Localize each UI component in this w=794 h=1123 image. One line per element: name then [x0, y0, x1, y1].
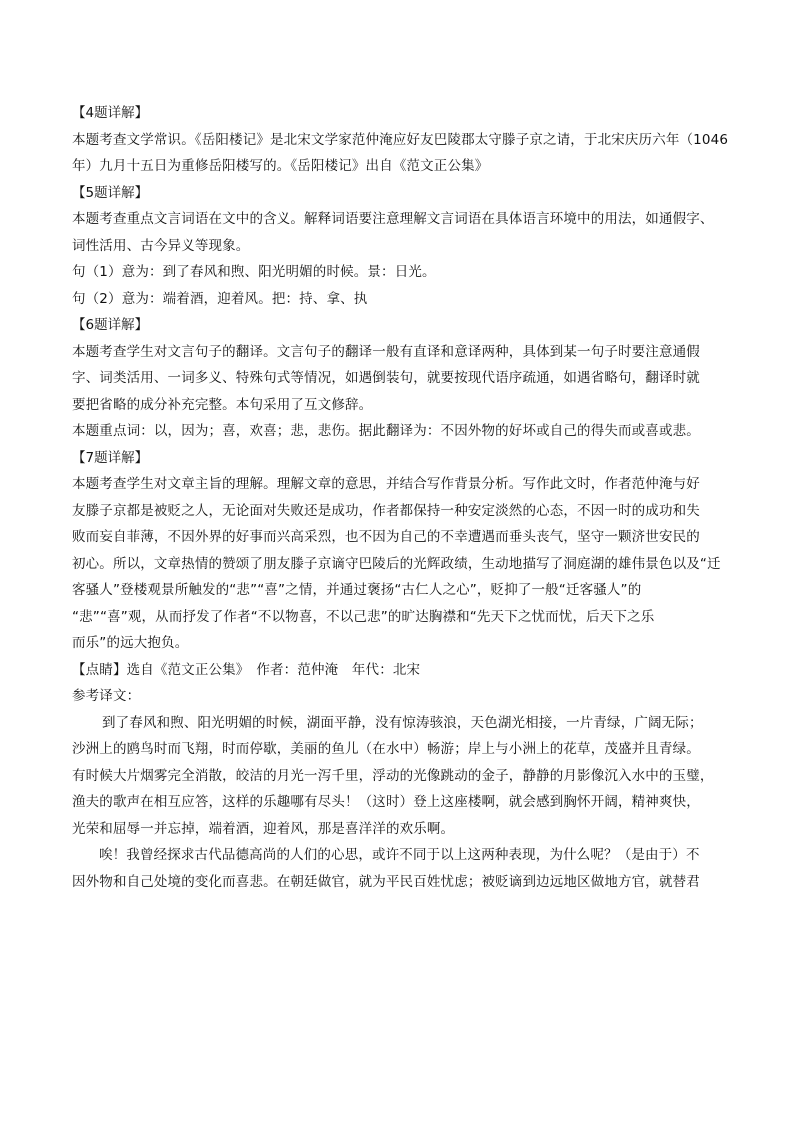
text-line: 败而妄自菲薄，不因外界的好事而兴高采烈，也不因为自己的不幸遭遇而垂头丧气，坚守一颗济世安民的	[72, 529, 700, 545]
text-line: 本题重点词：以，因为；喜，欢喜；悲，悲伤。据此翻译为：不因外物的好坏或自己的得失而或喜或悲。	[72, 423, 700, 439]
text-line: 年）九月十五日为重修岳阳楼写的。《岳阳楼记》出自《范文正公集》	[72, 158, 489, 174]
text-line: 友滕子京都是被贬之人，无论面对失败还是成功，作者都保持一种安定淡然的心态，不因一时的成功和失	[72, 502, 700, 519]
translation-line: 唉！我曾经探求古代品德高尚的人们的心思，或许不同于以上这两种表现，为什么呢？（是由于）不	[99, 847, 700, 863]
text-line: 本题考查学生对文言句子的翻译。文言句子的翻译一般有直译和意译两种，具体到某一句子时要注意通假	[72, 343, 700, 360]
text-line: 客骚人”登楼观景所触发的“悲”“喜”之情，并通过褒扬“古仁人之心”，贬抑了一般“迁客骚人”的	[72, 582, 642, 598]
text-line: 字、词类活用、一词多义、特殊句式等情况，如遇倒装句，就要按现代语序疏通，如遇省略句，翻译时就	[72, 370, 700, 386]
section-heading-q4: 【4题详解】	[72, 105, 149, 121]
text-line: 句（2）意为：端着酒，迎着风。把：持、拿、执	[72, 290, 368, 307]
text-line: 本题考查文学常识。《岳阳楼记》是北宋文学家范仲淹应好友巴陵郡太守滕子京之请，于北宋庆历六年（1046	[72, 131, 729, 148]
section-heading-q7: 【7题详解】	[72, 449, 149, 466]
section-heading-q6: 【6题详解】	[72, 317, 149, 333]
text-line: 而乐”的远大抱负。	[72, 635, 189, 651]
comment-label: 【点睛】	[72, 661, 127, 678]
comment-text: 选自《范文正公集》 作者：范仲淹 年代：北宋	[126, 661, 421, 678]
translation-line: 渔夫的歌声在相互应答，这样的乐趣哪有尽头！（这时）登上这座楼啊，就会感到胸怀开阔，精神爽快，	[72, 794, 700, 810]
text-line: 本题考查重点文言词语在文中的含义。解释词语要注意理解文言词语在具体语言环境中的用法，如通假字、	[72, 211, 714, 227]
comment-line	[72, 657, 716, 684]
text-line: 词性活用、古今异义等现象。	[72, 237, 250, 254]
translation-line: 有时候大片烟雾完全消散，皎洁的月光一泻千里，浮动的光像跳动的金子，静静的月影像沉入水中的玉璧，	[72, 767, 714, 784]
translation-line: 到了春风和煦、阳光明媚的时候，湖面平静，没有惊涛骇浪，天色湖光相接，一片青绿，广阔无际；	[102, 714, 703, 731]
text-line: 本题考查学生对文章主旨的理解。理解文章的意思，并结合写作背景分析。写作此文时，作者范仲淹与好	[72, 476, 700, 492]
translation-line: 因外物和自己处境的变化而喜悲。在朝廷做官，就为平民百姓忧虑；被贬谪到边远地区做地方官，就替君	[72, 873, 700, 890]
text-line: 句（1）意为：到了春风和煦、阳光明媚的时候。景：日光。	[72, 264, 436, 280]
section-heading-q5: 【5题详解】	[72, 184, 149, 201]
text-line: “悲”“喜”观，从而抒发了作者“不以物喜，不以己悲”的旷达胸襟和“先天下之忧而忧，后天下之乐	[72, 608, 655, 625]
text-line: 要把省略的成分补充完整。本句采用了互文修辞。	[72, 396, 373, 413]
translation-title: 参考译文：	[72, 688, 141, 704]
translation-line: 沙洲上的鸥鸟时而飞翔，时而停歇，美丽的鱼儿（在水中）畅游；岸上与小洲上的花草，茂盛并且青绿。	[72, 741, 700, 757]
translation-line: 光荣和屈辱一并忘掉，端着酒，迎着风，那是喜洋洋的欢乐啊。	[72, 820, 455, 837]
text-line: 初心。所以，文章热情的赞颂了朋友滕子京谪守巴陵后的光辉政绩，生动地描写了洞庭湖的雄伟景色以及“迁	[72, 555, 721, 572]
